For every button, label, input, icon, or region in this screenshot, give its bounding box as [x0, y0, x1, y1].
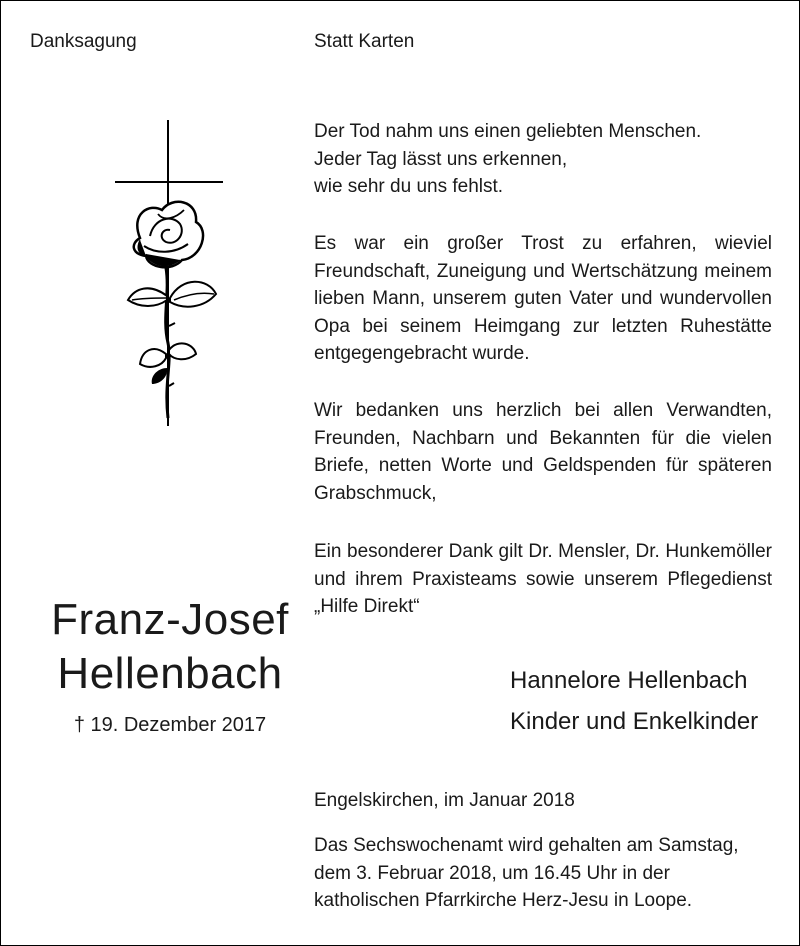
service-line: Das Sechswochenamt wird gehalten am Samstag,	[314, 835, 739, 856]
intro-line: Der Tod nahm uns einen geliebten Menschen.	[314, 121, 702, 142]
signature-family: Kinder und Enkelkinder	[510, 708, 759, 735]
deceased-last-name: Hellenbach	[57, 649, 283, 698]
heading-statt-karten: Statt Karten	[314, 31, 415, 52]
deceased-first-name: Franz-Josef	[51, 595, 289, 644]
paragraph-dank-verwandte: Wir bedanken uns herzlich bei allen Verwandten, Freunden, Nachbarn und Bekannten für die vielen Briefe, netten Worte und Geldspenden für späteren Grabschmuck,	[314, 400, 772, 504]
cross-with-rose-icon	[110, 118, 230, 428]
signature-widow: Hannelore Hellenbach	[510, 667, 748, 694]
place-date: Engelskirchen, im Januar 2018	[314, 790, 575, 811]
service-line: katholischen Pfarrkirche Herz-Jesu in Loope.	[314, 890, 693, 911]
service-announcement	[314, 832, 772, 915]
paragraph-trost: Es war ein großer Trost zu erfahren, wieviel Freundschaft, Zuneigung und Wertschätzung meinem lieben Mann, unserem guten Vater und wundervollen Opa bei seinem Heimgang zur letzten Ruhestätte entgegengebracht wurde.	[314, 233, 772, 364]
death-date: † 19. Dezember 2017	[73, 714, 267, 736]
intro-line: Jeder Tag lässt uns erkennen,	[314, 148, 568, 170]
heading-danksagung: Danksagung	[30, 31, 137, 52]
service-line: dem 3. Februar 2018, um 16.45 Uhr in der	[314, 862, 670, 884]
paragraph-dank-aerzte: Ein besonderer Dank gilt Dr. Mensler, Dr. Hunkemöller und ihrem Praxisteams sowie unserem Pflegedienst „Hilfe Direkt“	[314, 541, 772, 617]
paragraph-intro	[314, 118, 772, 201]
intro-line: wie sehr du uns fehlst.	[314, 176, 504, 197]
